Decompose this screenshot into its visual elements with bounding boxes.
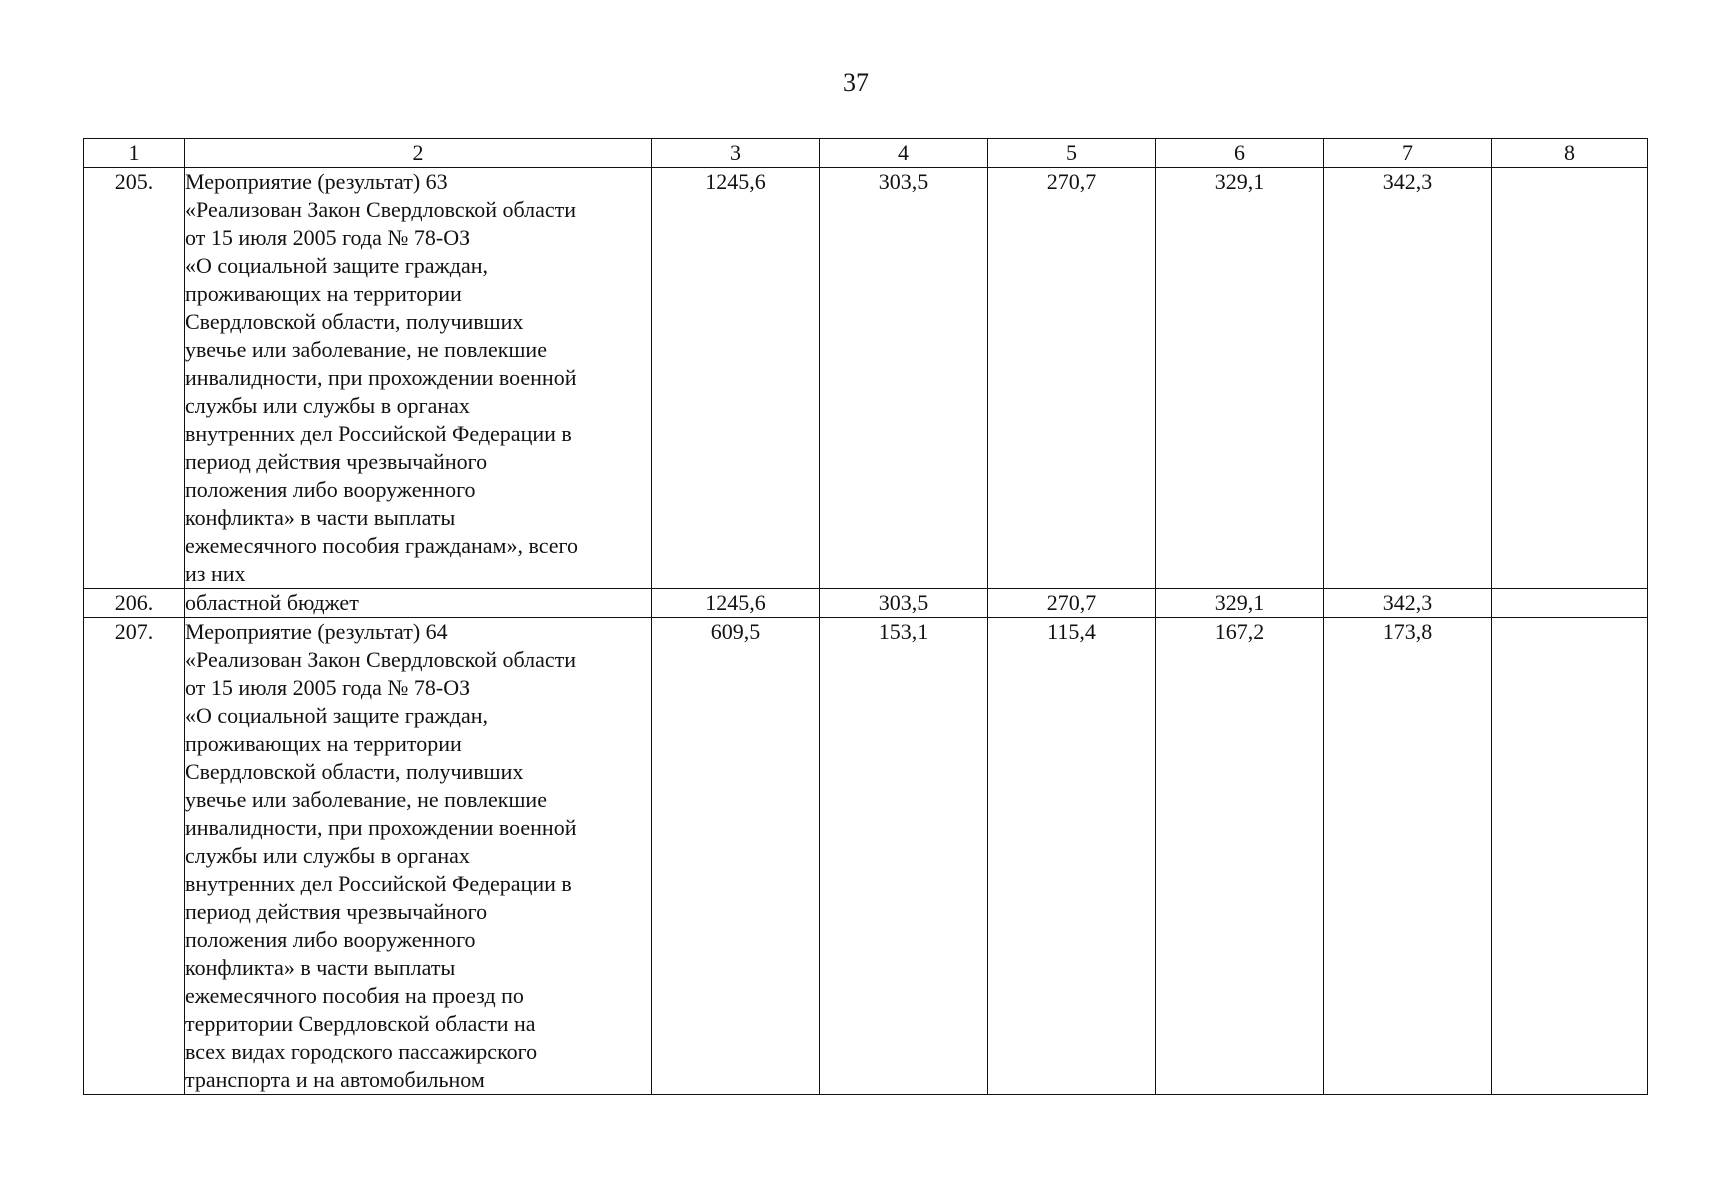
value-col-6: 329,1	[1156, 589, 1324, 618]
row-description: Мероприятие (результат) 63 «Реализован Закон Свердловской области от 15 июля 2005 года № 78-ОЗ «О социальной защите граждан, проживающих на территории Свердловской области, получивших увечье или заболевание, не повлекшие инвалидности, при прохождении военной службы или службы в органах внутренних дел Российской Федерации в период действия чрезвычайного положения либо вооруженного конфликта» в части выплаты ежемесячного пособия гражданам», всего из них	[185, 168, 652, 589]
value-col-3: 1245,6	[652, 168, 820, 589]
row-number: 205.	[84, 168, 185, 589]
row-number: 207.	[84, 618, 185, 1095]
value-col-6: 167,2	[1156, 618, 1324, 1095]
column-header-4: 4	[820, 139, 988, 168]
value-col-6: 329,1	[1156, 168, 1324, 589]
column-header-6: 6	[1156, 139, 1324, 168]
value-col-4: 153,1	[820, 618, 988, 1095]
column-header-8: 8	[1492, 139, 1648, 168]
value-col-4: 303,5	[820, 168, 988, 589]
row-description: областной бюджет	[185, 589, 652, 618]
value-col-8	[1492, 618, 1648, 1095]
value-col-8	[1492, 589, 1648, 618]
value-col-7: 342,3	[1324, 168, 1492, 589]
value-col-3: 1245,6	[652, 589, 820, 618]
value-col-5: 270,7	[988, 589, 1156, 618]
row-number: 206.	[84, 589, 185, 618]
column-header-3: 3	[652, 139, 820, 168]
value-col-5: 115,4	[988, 618, 1156, 1095]
value-col-7: 173,8	[1324, 618, 1492, 1095]
table-row	[84, 589, 1648, 618]
table-row	[84, 618, 1648, 1095]
column-header-5: 5	[988, 139, 1156, 168]
value-col-3: 609,5	[652, 618, 820, 1095]
value-col-8	[1492, 168, 1648, 589]
column-header-7: 7	[1324, 139, 1492, 168]
column-header-2: 2	[185, 139, 652, 168]
row-description: Мероприятие (результат) 64 «Реализован Закон Свердловской области от 15 июля 2005 года № 78-ОЗ «О социальной защите граждан, проживающих на территории Свердловской области, получивших увечье или заболевание, не повлекшие инвалидности, при прохождении военной службы или службы в органах внутренних дел Российской Федерации в период действия чрезвычайного положения либо вооруженного конфликта» в части выплаты ежемесячного пособия на проезд по территории Свердловской области на всех видах городского пассажирского транспорта и на автомобильном	[185, 618, 652, 1095]
value-col-7: 342,3	[1324, 589, 1492, 618]
budget-table	[83, 138, 1648, 1095]
table-row	[84, 168, 1648, 589]
value-col-5: 270,7	[988, 168, 1156, 589]
value-col-4: 303,5	[820, 589, 988, 618]
column-header-1: 1	[84, 139, 185, 168]
page-number: 37	[843, 68, 869, 97]
table-header-row	[84, 139, 1648, 168]
